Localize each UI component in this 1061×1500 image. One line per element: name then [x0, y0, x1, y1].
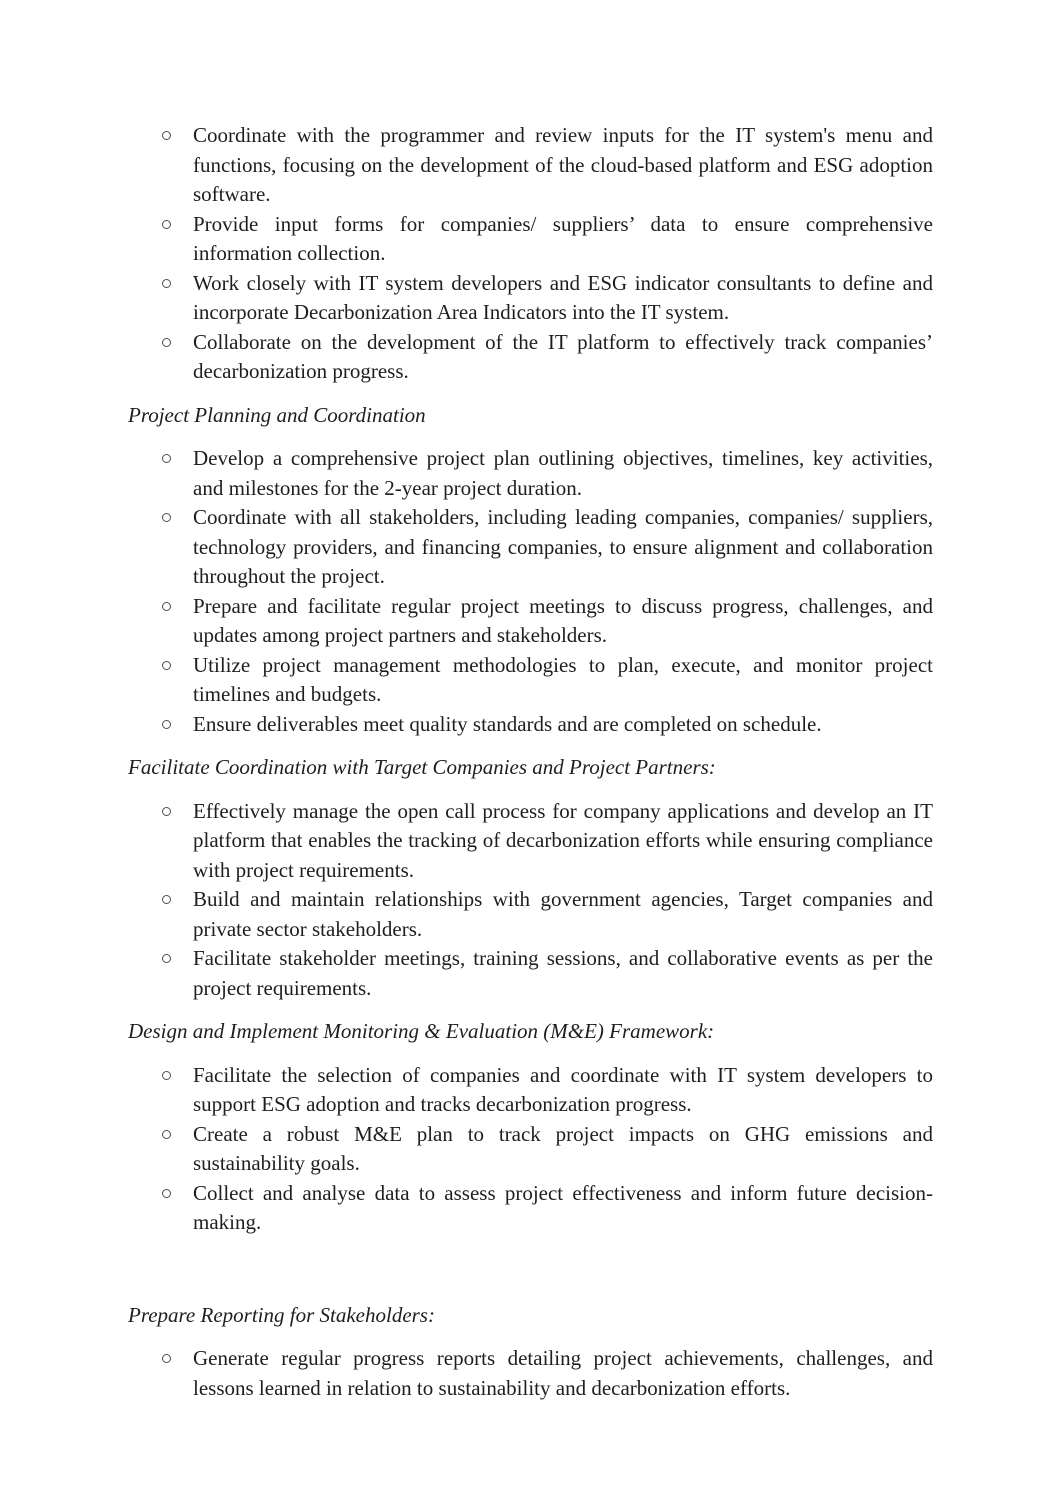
bullet-text: Create a robust M&E plan to track project impacts on GHG emissions and sustainability goals. — [193, 1121, 933, 1175]
document-section — [128, 121, 933, 387]
circle-bullet-icon — [162, 338, 171, 347]
document-section — [128, 753, 933, 1003]
bullet-text: Effectively manage the open call process for company applications and develop an IT platform that enables the tracking of decarbonization efforts while ensuring compliance with project requirements. — [193, 798, 933, 882]
circle-bullet-icon — [162, 661, 171, 670]
list-item — [128, 269, 933, 328]
circle-bullet-icon — [162, 131, 171, 140]
bullet-text: Prepare and facilitate regular project meetings to discuss progress, challenges, and updates among project partners and stakeholders. — [193, 593, 933, 647]
bullet-list — [128, 797, 933, 1004]
circle-bullet-icon — [162, 1354, 171, 1363]
bullet-text: Provide input forms for companies/ suppliers’ data to ensure comprehensive information collection. — [193, 211, 933, 265]
circle-bullet-icon — [162, 220, 171, 229]
circle-bullet-icon — [162, 720, 171, 729]
circle-bullet-icon — [162, 895, 171, 904]
list-item — [128, 328, 933, 387]
list-item — [128, 444, 933, 503]
bullet-text: Build and maintain relationships with government agencies, Target companies and private sector stakeholders. — [193, 887, 933, 941]
circle-bullet-icon — [162, 1071, 171, 1080]
list-item — [128, 1344, 933, 1403]
bullet-text: Coordinate with all stakeholders, including leading companies, companies/ suppliers, technology providers, and financing companies, to ensure alignment and collaboration throughout the project. — [193, 505, 933, 588]
section-heading: Design and Implement Monitoring & Evaluation (M&E) Framework: — [128, 1019, 715, 1043]
section-heading: Facilitate Coordination with Target Companies and Project Partners: — [128, 755, 716, 779]
bullet-text: Facilitate stakeholder meetings, training sessions, and collaborative events as per the project requirements. — [193, 946, 933, 1000]
document-section — [128, 1017, 933, 1238]
bullet-text: Utilize project management methodologies to plan, execute, and monitor project timelines and budgets. — [193, 652, 933, 706]
bullet-text: Generate regular progress reports detailing project achievements, challenges, and lessons learned in relation to sustainability and decarbonization efforts. — [193, 1346, 933, 1400]
list-item — [128, 210, 933, 269]
list-item — [128, 121, 933, 210]
circle-bullet-icon — [162, 454, 171, 463]
bullet-list — [128, 121, 933, 387]
bullet-list — [128, 1344, 933, 1403]
section-heading: Prepare Reporting for Stakeholders: — [128, 1302, 435, 1327]
list-item — [128, 885, 933, 944]
list-item — [128, 797, 933, 886]
list-item — [128, 1120, 933, 1179]
bullet-list — [128, 444, 933, 739]
circle-bullet-icon — [162, 1189, 171, 1198]
bullet-list — [128, 1061, 933, 1238]
bullet-text: Develop a comprehensive project plan outlining objectives, timelines, key activities, and milestones for the 2-year project duration. — [193, 446, 933, 500]
bullet-text: Work closely with IT system developers and ESG indicator consultants to define and incorporate Decarbonization Area Indicators into the IT system. — [193, 270, 933, 324]
list-item — [128, 944, 933, 1003]
document-section — [128, 401, 933, 740]
list-item — [128, 503, 933, 592]
circle-bullet-icon — [162, 807, 171, 816]
bullet-text: Ensure deliverables meet quality standards and are completed on schedule. — [193, 711, 822, 736]
bullet-text: Collect and analyse data to assess project effectiveness and inform future decision-making. — [193, 1180, 933, 1234]
list-item — [128, 1179, 933, 1238]
section-heading: Project Planning and Coordination — [128, 402, 426, 427]
bullet-text: Facilitate the selection of companies and coordinate with IT system developers to support ESG adoption and tracks decarbonization progress. — [193, 1062, 933, 1116]
bullet-text: Coordinate with the programmer and review inputs for the IT system's menu and functions, focusing on the development of the cloud-based platform and ESG adoption software. — [193, 123, 933, 206]
circle-bullet-icon — [162, 513, 171, 522]
circle-bullet-icon — [162, 602, 171, 611]
list-item — [128, 710, 933, 740]
bullet-text: Collaborate on the development of the IT platform to effectively track companies’ decarbonization progress. — [193, 329, 933, 383]
list-item — [128, 651, 933, 710]
circle-bullet-icon — [162, 1130, 171, 1139]
circle-bullet-icon — [162, 954, 171, 963]
list-item — [128, 592, 933, 651]
list-item — [128, 1061, 933, 1120]
circle-bullet-icon — [162, 279, 171, 288]
document-section — [128, 1301, 933, 1404]
